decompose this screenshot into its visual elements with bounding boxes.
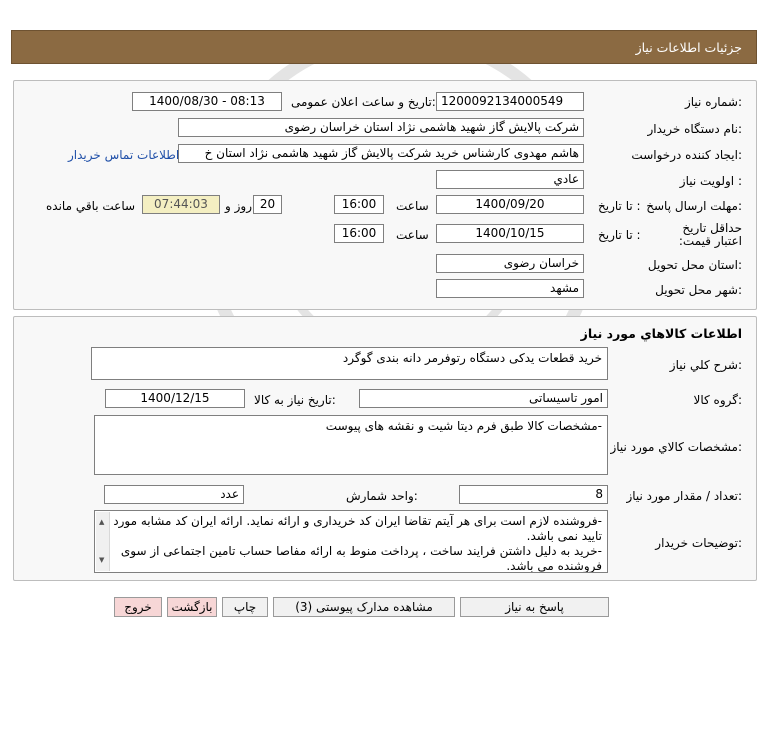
general-desc-field: خرید قطعات یدکی دستگاه رتوفرمر دانه بندی گوگرد	[91, 347, 608, 380]
reply-deadline-label: مهلت ارسال پاسخ:	[646, 199, 742, 213]
print-button[interactable]: چاپ	[222, 597, 268, 617]
specs-field: -مشخصات کالا طبق فرم دیتا شیت و نقشه های پیوست	[94, 415, 608, 475]
buyer-notes-field[interactable]	[94, 510, 608, 573]
priority-label: اولویت نیاز :	[679, 174, 742, 188]
remaining-time-field: 07:44:03	[142, 195, 220, 214]
buyer-notes-line-1: -فروشنده لازم است برای هر آیتم تقاضا ایران کد خریداری و ارائه نماید. ارائه ایران کد مشابه مورد تایید نمی باشد.	[113, 514, 602, 543]
buyer-org-label: نام دستگاه خریدار:	[647, 122, 742, 136]
remaining-label: ساعت باقي مانده	[46, 199, 136, 213]
scroll-down-icon[interactable]: ▼	[99, 556, 105, 564]
price-validity-label: حداقل تاریخ اعتبار قیمت:	[678, 221, 742, 248]
reply-button[interactable]: پاسخ به نیاز	[460, 597, 609, 617]
need-number-label: شماره نیاز:	[684, 95, 742, 109]
page-title: جزئیات اطلاعات نیاز	[635, 40, 742, 55]
goods-group-field: امور تاسیساتی	[359, 389, 608, 408]
city-field: مشهد	[436, 279, 584, 298]
need-number-field: 1200092134000549	[436, 92, 584, 111]
requester-field: هاشم مهدوی کارشناس خرید شرکت پالایش گاز شهید هاشمی نژاد استان خ	[178, 144, 584, 163]
priority-field: عادي	[436, 170, 584, 189]
validity-to-date-label: تا تاریخ :	[598, 228, 641, 242]
goods-section-title: اطلاعات کالاهاي مورد نياز	[580, 326, 742, 341]
buyer-notes-label: توضیحات خریدار:	[655, 536, 742, 550]
specs-label: مشخصات کالاي مورد نياز:	[610, 440, 742, 454]
view-documents-button[interactable]: مشاهده مدارک پیوستی (3)	[273, 597, 455, 617]
reply-hour-label: ساعت	[396, 199, 429, 213]
days-and-label: روز و	[225, 199, 252, 213]
remaining-days-field: 20	[253, 195, 282, 214]
reply-date-field: 1400/09/20	[436, 195, 584, 214]
scroll-up-icon[interactable]: ▲	[99, 518, 105, 526]
back-button[interactable]: بازگشت	[167, 597, 217, 617]
validity-time-field: 16:00	[334, 224, 384, 243]
validity-date-field: 1400/10/15	[436, 224, 584, 243]
notes-scrollbar[interactable]	[96, 512, 110, 571]
page-header	[11, 30, 757, 64]
delivery-city-label: شهر محل تحویل:	[655, 283, 742, 297]
reply-time-field: 16:00	[334, 195, 384, 214]
reply-to-date-label: تا تاریخ :	[598, 199, 641, 213]
need-details-panel	[13, 80, 757, 310]
exit-button[interactable]: خروج	[114, 597, 162, 617]
buyer-notes-line-2: -خرید به دلیل داشتن فرایند ساخت ، پرداخت منوط به ارائه مفاصا حساب تامین اجتماعی از سوی فروشنده می باشد.	[120, 544, 602, 573]
announce-datetime-label: تاریخ و ساعت اعلان عمومی:	[291, 95, 436, 109]
quantity-label: تعداد / مقدار مورد نیاز:	[626, 489, 742, 503]
quantity-field: 8	[459, 485, 608, 504]
goods-group-label: گروه کالا:	[693, 393, 742, 407]
announce-datetime-field: 1400/08/30 - 08:13	[132, 92, 282, 111]
delivery-province-label: استان محل تحویل:	[647, 258, 742, 272]
unit-label: واحد شمارش:	[346, 489, 418, 503]
validity-hour-label: ساعت	[396, 228, 429, 242]
province-field: خراسان رضوی	[436, 254, 584, 273]
general-desc-label: شرح کلي نياز:	[669, 358, 742, 372]
need-date-label: تاریخ نیاز به کالا:	[254, 393, 336, 407]
need-date-field: 1400/12/15	[105, 389, 245, 408]
requester-label: ایجاد کننده درخواست:	[631, 148, 742, 162]
unit-field: عدد	[104, 485, 244, 504]
buyer-org-field: شرکت پالایش گاز شهید هاشمی نژاد استان خراسان رضوی	[178, 118, 584, 137]
buyer-contact-link[interactable]: اطلاعات تماس خریدار	[68, 148, 180, 162]
